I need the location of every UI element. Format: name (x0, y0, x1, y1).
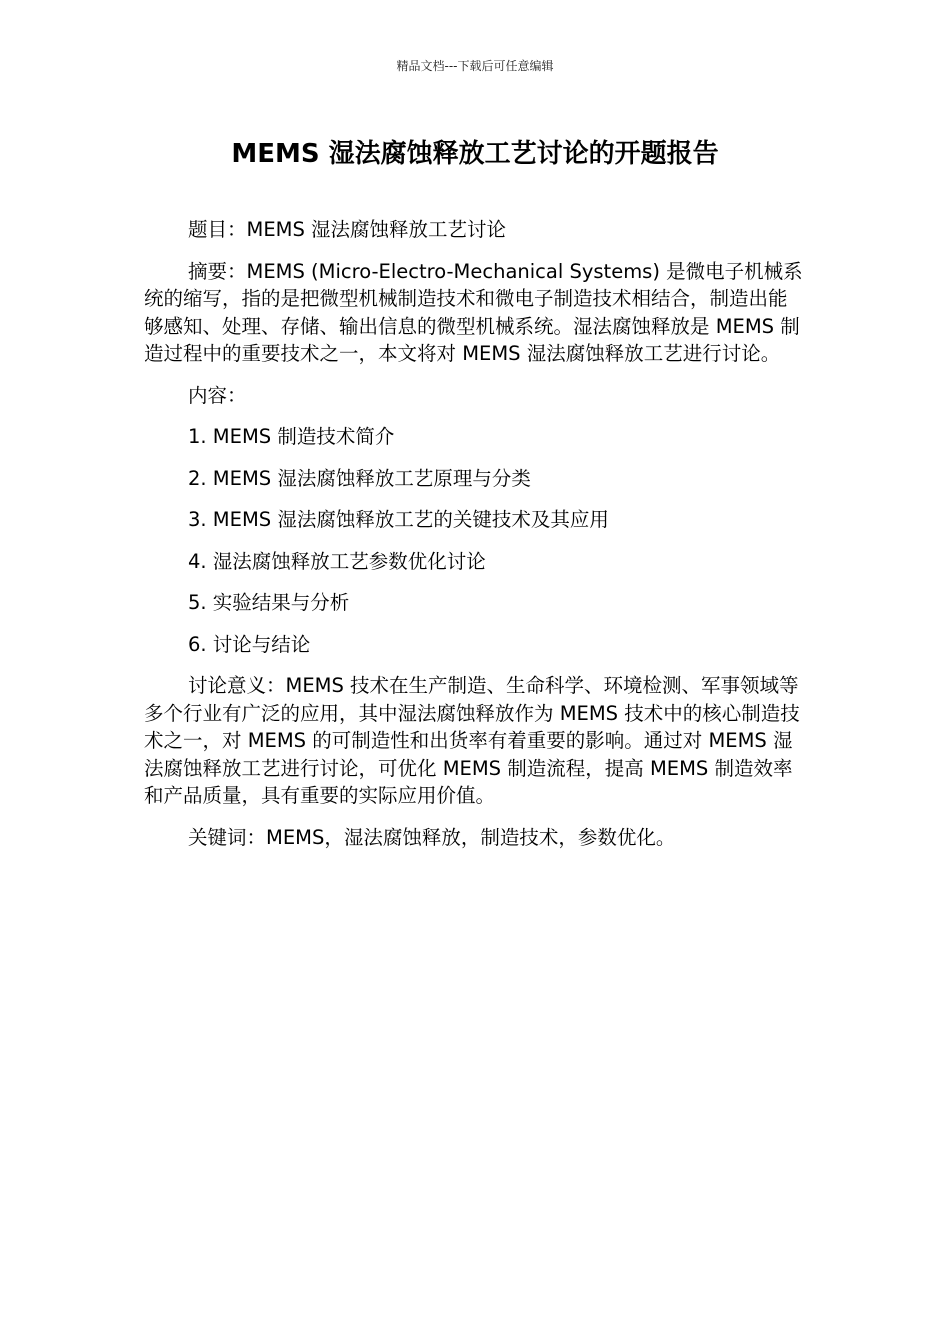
significance-paragraph: 讨论意义：MEMS 技术在生产制造、生命科学、环境检测、军事领域等多个行业有广泛的应用，其中湿法腐蚀释放作为 MEMS 技术中的核心制造技术之一，对 MEMS 的可制造性和出货率有着重要的影响。通过对 MEMS 湿法腐蚀释放工艺进行讨论，可优化 MEMS 制造流程，提高 MEMS 制造效率和产品质量，具有重要的实际应用价值。 (144, 674, 800, 807)
topic-paragraph: 题目：MEMS 湿法腐蚀释放工艺讨论 (188, 218, 507, 241)
contents-item: 3. MEMS 湿法腐蚀释放工艺的关键技术及其应用 (188, 508, 609, 531)
contents-item: 2. MEMS 湿法腐蚀释放工艺原理与分类 (188, 466, 531, 490)
contents-label: 内容： (188, 383, 247, 407)
page-header: 精品文档---下载后可任意编辑 (396, 59, 554, 73)
contents-item: 1. MEMS 制造技术简介 (188, 425, 395, 448)
abstract-paragraph: 摘要：MEMS (Micro-Electro-Mechanical Systems) 是微电子机械系统的缩写，指的是把微型机械制造技术和微电子制造技术相结合，制造出能够感知、处理、存储、输出信息的微型机械系统。湿法腐蚀释放是 MEMS 制造过程中的重要技术之一，本文将对 MEMS 湿法腐蚀释放工艺进行讨论。 (144, 259, 803, 365)
contents-item: 5. 实验结果与分析 (188, 591, 350, 614)
document-body (144, 216, 806, 865)
keywords-paragraph: 关键词：MEMS，湿法腐蚀释放，制造技术，参数优化。 (188, 825, 676, 849)
document-title: MEMS 湿法腐蚀释放工艺讨论的开题报告 (231, 139, 719, 169)
contents-item: 4. 湿法腐蚀释放工艺参数优化讨论 (188, 549, 486, 573)
contents-item: 6. 讨论与结论 (188, 632, 311, 656)
